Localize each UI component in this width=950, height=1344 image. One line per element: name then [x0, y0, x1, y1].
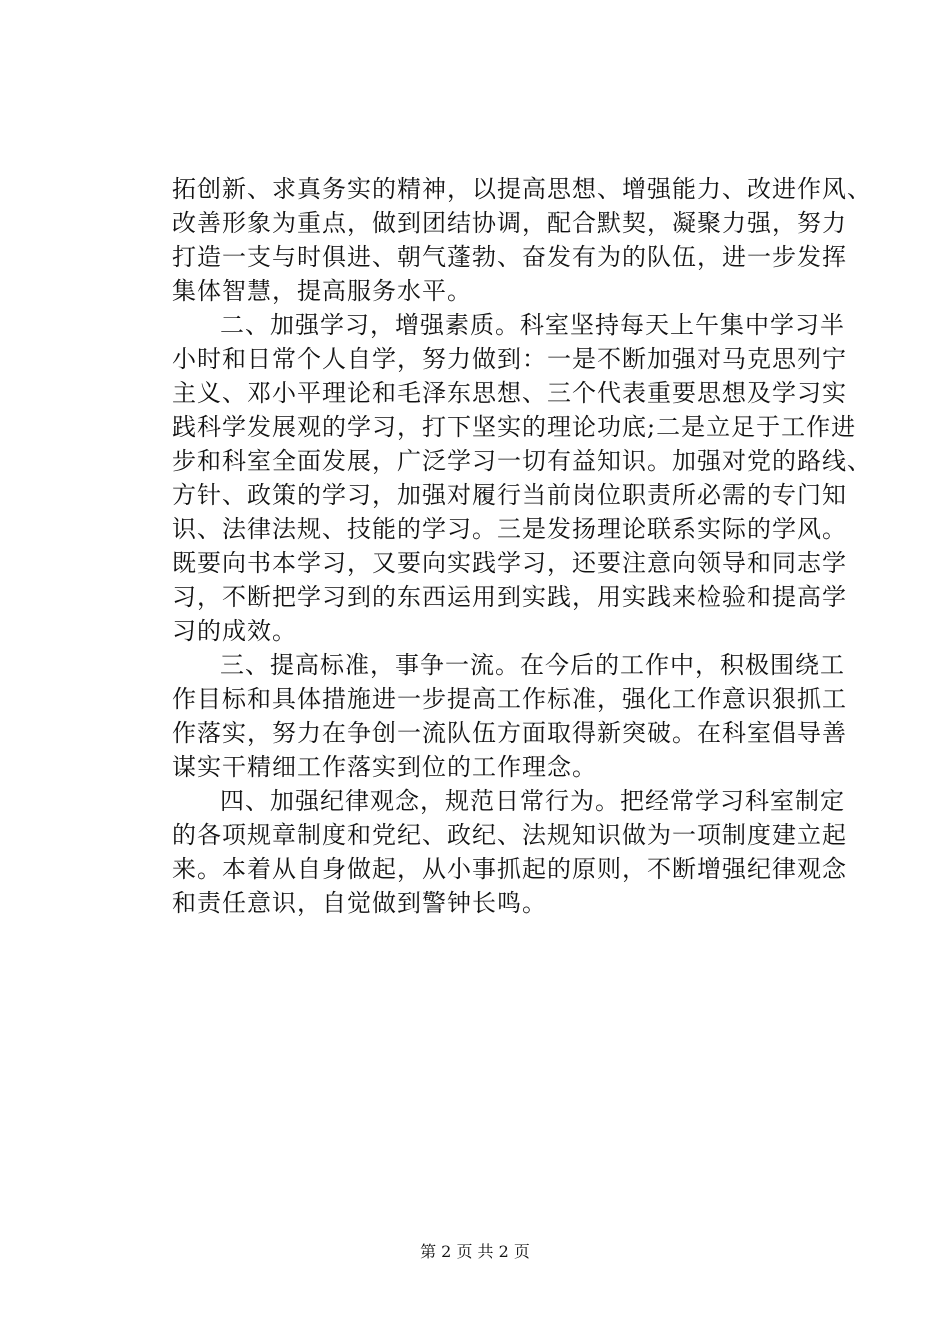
text-line: 集体智慧，提高服务水平。	[172, 277, 472, 305]
text-line: 三、提高标准，事争一流。在今后的工作中，积极围绕工	[220, 651, 845, 679]
text-line: 二、加强学习，增强素质。科室坚持每天上午集中学习半	[220, 311, 845, 339]
text-line: 识、法律法规、技能的学习。三是发扬理论联系实际的学风。	[172, 515, 847, 543]
page-number-footer: 第 2 页 共 2 页	[420, 1242, 530, 1261]
text-line: 方针、政策的学习，加强对履行当前岗位职责所必需的专门知	[172, 481, 847, 509]
text-line: 拓创新、求真务实的精神，以提高思想、增强能力、改进作风、	[172, 175, 872, 203]
text-line: 作落实，努力在争创一流队伍方面取得新突破。在科室倡导善	[172, 719, 847, 747]
text-line: 步和科室全面发展，广泛学习一切有益知识。加强对党的路线、	[172, 447, 872, 475]
text-line: 的各项规章制度和党纪、政纪、法规知识做为一项制度建立起	[172, 821, 847, 849]
text-line: 谋实干精细工作落实到位的工作理念。	[172, 753, 597, 781]
text-line: 四、加强纪律观念，规范日常行为。把经常学习科室制定	[220, 787, 845, 815]
text-line: 作目标和具体措施进一步提高工作标准，强化工作意识狠抓工	[172, 685, 847, 713]
text-line: 来。本着从自身做起，从小事抓起的原则，不断增强纪律观念	[172, 855, 847, 883]
text-line: 习的成效。	[172, 617, 297, 645]
text-line: 小时和日常个人自学，努力做到：一是不断加强对马克思列宁	[172, 345, 847, 373]
text-line: 践科学发展观的学习，打下坚实的理论功底;二是立足于工作进	[172, 413, 857, 441]
document-body	[172, 172, 872, 920]
text-line: 既要向书本学习，又要向实践学习，还要注意向领导和同志学	[172, 549, 847, 577]
text-line: 改善形象为重点，做到团结协调，配合默契，凝聚力强，努力	[172, 209, 847, 237]
text-line: 主义、邓小平理论和毛泽东思想、三个代表重要思想及学习实	[172, 379, 847, 407]
paragraph-4	[172, 784, 847, 920]
paragraph-2	[172, 308, 872, 648]
paragraph-3	[172, 648, 847, 784]
text-line: 和责任意识，自觉做到警钟长鸣。	[172, 889, 547, 917]
text-line: 打造一支与时俱进、朝气蓬勃、奋发有为的队伍，进一步发挥	[172, 243, 847, 271]
text-line: 习，不断把学习到的东西运用到实践，用实践来检验和提高学	[172, 583, 847, 611]
paragraph-1	[172, 172, 872, 308]
